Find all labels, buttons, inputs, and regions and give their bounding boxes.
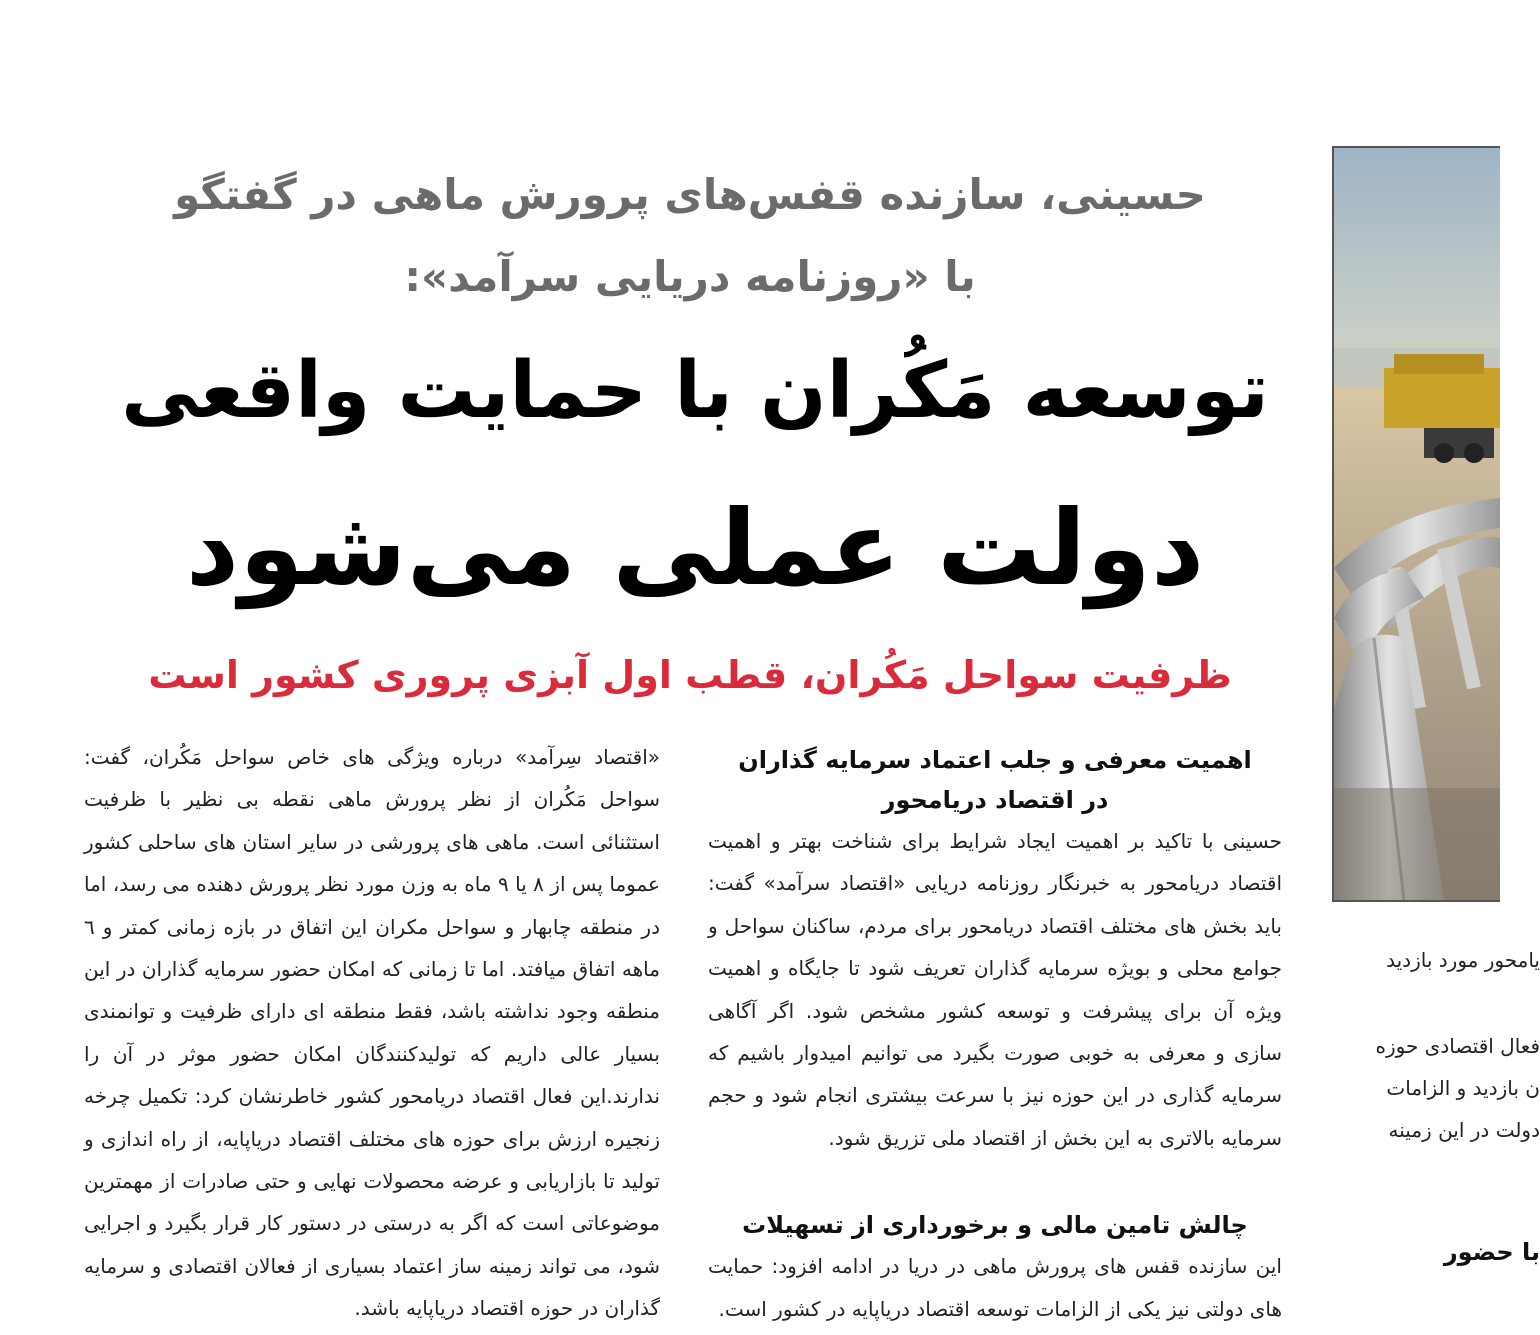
right-column-line-3: دولت در این زمینه bbox=[1388, 1118, 1540, 1142]
right-column-fragment bbox=[1332, 0, 1540, 1335]
article-kicker-line-2: با «روزنامه دریایی سرآمد»: bbox=[404, 252, 976, 301]
article-kicker-line-1: حسینی، سازنده قفس‌های پرورش ماهی در گفتگو bbox=[174, 170, 1206, 219]
right-column-line-2: ن بازدید و الزامات bbox=[1386, 1076, 1540, 1100]
left-column-paragraph: «اقتصاد سِرآمد» درباره ویژگی های خاص سواحل مَکُران، گفت: سواحل مَکُران از نظر پرورش ماهی نقطه بی نظیر با ظرفیت استثنائی است. ماهی های پرورشی در سایر استان های ساحلی کشور عموما پس از ۸ یا ۹ ماه به وزن مورد نظر پرورش دهنده می رسد، اما در منطقه چابهار و سواحل مکران این اتفاق در بازه زمانی کمتر و ٦ ماهه اتفاق میافتد. اما تا زمانی که امکان حضور سرمایه گذاران در این منطقه وجود نداشته باشد، فقط منطقه ای دارای ظرفیت و توانمندی بسیار عالی داریم که تولیدکنندگان امکان حضور موثر در آن را ندارند.این فعال اقتصاد دریامحور کشور خاطرنشان کرد: تکمیل چرخه زنجیره ارزش برای حوزه های مختلف اقتصاد دریاپایه، از راه اندازی و تولید تا بازاریابی و عرضه محصولات نهایی و حتی صادرات از مهمترین موضوعاتی است که اگر به درستی در دستور کار قرار بگیرد و اجرایی شود، می تواند زمینه ساز اعتماد بسیاری از فعالان اقتصادی و سرمایه گذاران در حوزه اقتصاد دریاپایه باشد. bbox=[84, 745, 660, 1321]
right-column-heading-fragment: با حضور bbox=[1443, 1238, 1540, 1266]
section-1-paragraph: حسینی با تاکید بر اهمیت ایجاد شرایط برای شناخت بهتر و اهمیت اقتصاد دریامحور به خبرنگار روزنامه دریایی «اقتصاد سرآمد» گفت: باید بخش های مختلف اقتصاد دریامحور برای مردم، ساکنان سواحل و جوامع محلی و بویژه سرمایه گذاران تعریف شود تا جایگاه و اهمیت ویژه آن برای پیشرفت و توسعه کشور مشخص شود. اگر آگاهی سازی و معرفی به خوبی صورت بگیرد می توانیم امیدوار باشیم که سرمایه گذاری در این حوزه نیز با سرعت بیشتری انجام شود و حجم سرمایه بالاتری به این بخش از اقتصاد ملی تزریق شود. bbox=[708, 829, 1282, 1150]
section-1-title-line-1: اهمیت معرفی و جلب اعتماد سرمایه گذاران bbox=[738, 746, 1252, 774]
article-headline-line-2: دولت عملی می‌شود bbox=[185, 487, 1205, 609]
middle-text-column bbox=[708, 740, 1282, 1335]
article-headline-line-1: توسعه مَکُران با حمایت واقعی bbox=[121, 346, 1269, 436]
section-1-title-line-2: در اقتصاد دریامحور bbox=[881, 786, 1109, 814]
left-text-column bbox=[84, 736, 660, 1335]
right-column-line-1: فعال اقتصادی حوزه bbox=[1375, 1034, 1540, 1058]
section-2-title: چالش تامین مالی و برخورداری از تسهیلات bbox=[742, 1211, 1248, 1240]
section-2-paragraph: این سازنده قفس های پرورش ماهی در دریا در ادامه افزود: حمایت های دولتی نیز یکی از الزامات توسعه اقتصاد دریاپایه در کشور است. bbox=[708, 1254, 1282, 1321]
photo-caption-fragment: یامحور مورد بازدید bbox=[1386, 948, 1540, 972]
article-subheadline: ظرفیت سواحل مَکُران، قطب اول آبزی پروری کشور است bbox=[148, 653, 1232, 697]
